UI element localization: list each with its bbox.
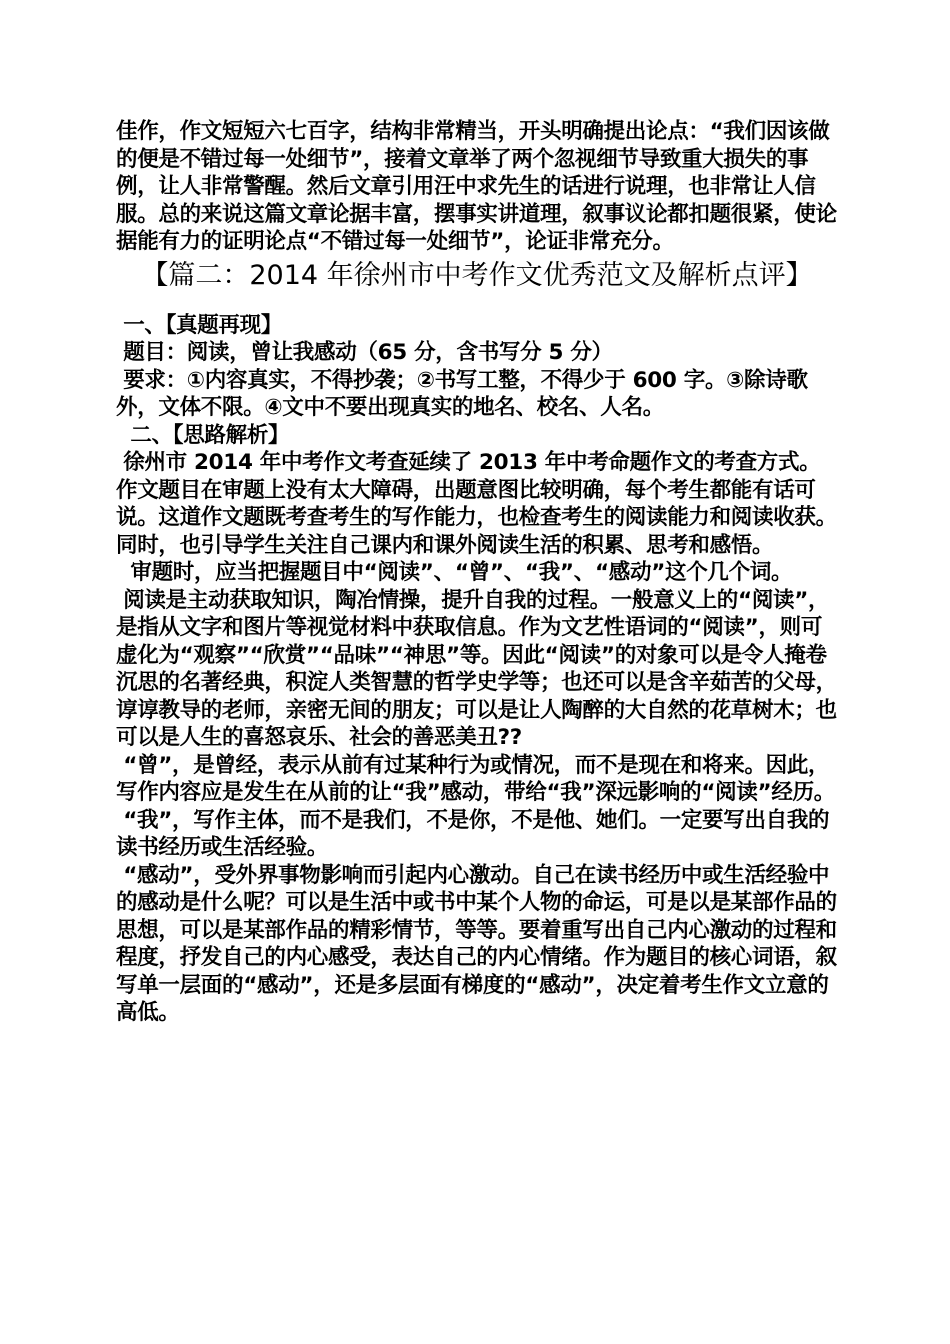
- paragraph: 佳作，作文短短六七百字，结构非常精当，开头明确提出论点：“我们因该做的便是不错过每一处细节”，接着文章举了两个忽视细节导致重大损失的事例，让人非常警醒。然后文章引用汪中求先生的话进行说理，也非常让人信: [116, 119, 830, 199]
- paragraph: “我”，写作主体，而不是我们，不是你，不是他、她们。一定要写出自我的读书经历或生活经验。: [116, 807, 830, 860]
- paragraph: “感动”，受外界事物影响而引起内心激动。自己在读书经历中或生活经验中的感动是什么呢？可以是生活中或书中某个人物的命运，可是以是某部作品的思想，可以是某部作品的精彩情节，等等。要着重写出自己内心激动的过程和程度，抒发自己的内心感受，表达自己的内心情绪。作为题目的核心词语，叙写单一层面的“感动”，还是多层面有梯度的“感动”，决定着考生作文立意的高低。: [116, 862, 837, 1025]
- spacer: [116, 292, 838, 312]
- paragraph-requirements: 要求：①内容真实，不得抄袭；②书写工整，不得少于 600 字。③除诗歌外，文体不限。④文中不要出现真实的地名、校名、人名。: [116, 367, 808, 420]
- paragraph: 阅读是主动获取知识，陶冶情操，提升自我的过程。一般意义上的“阅读”，是指从文字和图片等视觉材料中获取信息。作为文艺性语词的“阅读”，则可虚化为“观察”“欣赏”“品味”“神思”等。因此“阅读”的对象可以是令人掩卷沉思的名著经典，积淀人类智慧的哲学史学等；也还可以是含辛茹苦的父母，谆谆教导的老师，亲密无间的朋友；可以是让人陶醉的大自然的花草树木；也可以是人生的喜怒哀乐、社会的善恶美丑??: [116, 587, 837, 750]
- paragraph: 服。总的来说这篇文章论据丰富，摆事实讲道理，叙事议论都扣题很紧，使论据能有力的证明论点“不错过每一处细节”，论证非常充分。: [116, 201, 837, 254]
- document-body: [116, 118, 838, 1027]
- heading-zhenti: 一、【真题再现】: [116, 312, 283, 338]
- section-title: 【篇二：2014 年徐州市中考作文优秀范文及解析点评】: [141, 259, 813, 291]
- heading-silu: 二、【思路解析】: [116, 422, 290, 448]
- paragraph: 审题时，应当把握题目中“阅读”、“曾”、“我”、“感动”这个几个词。: [116, 560, 793, 585]
- paragraph-topic: 题目：阅读，曾让我感动（65 分，含书写分 5 分）: [116, 340, 613, 365]
- paragraph: 徐州市 2014 年中考作文考查延续了 2013 年中考命题作文的考查方式。作文题目在审题上没有太大障碍，出题意图比较明确，每个考生都能有话可说。这道作文题既考查考生的写作能力，也检查考生的阅读能力和阅读收获。同时，也引导学生关注自己课内和课外阅读生活的积累、思考和感悟。: [116, 450, 837, 558]
- paragraph: “曾”，是曾经，表示从前有过某种行为或情况，而不是现在和将来。因此，写作内容应是发生在从前的让“我”感动，带给“我”深远影响的“阅读”经历。: [116, 752, 835, 805]
